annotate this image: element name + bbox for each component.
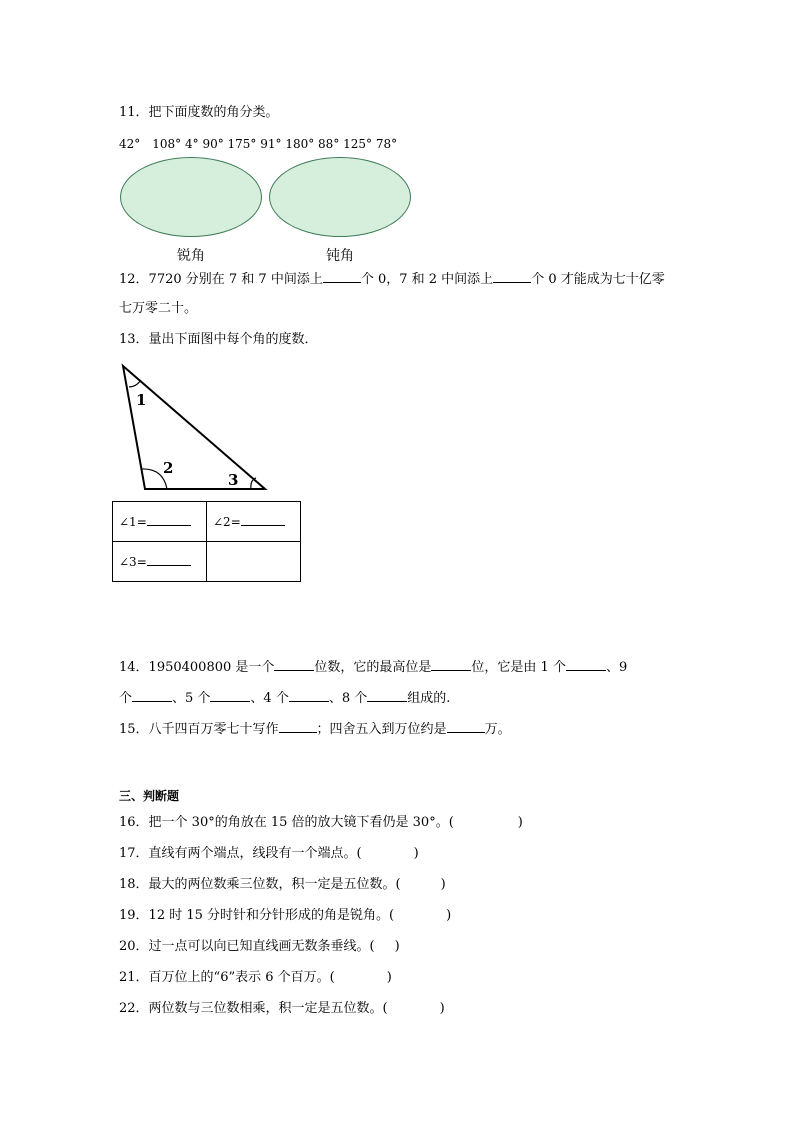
q13-text: 13．量出下面图中每个角的度数． — [119, 332, 318, 347]
q15-line — [119, 720, 511, 738]
q22-text: 22．两位数与三位数相乘，积一定是五位数。( — [119, 1001, 388, 1016]
q14-p3: 位，它是由 1 个 — [471, 660, 566, 675]
q18 — [119, 877, 446, 893]
q14-p1: 14．1950400800 是一个 — [119, 660, 275, 675]
q14-l2a: 个 — [119, 691, 133, 706]
q20-text: 20．过一点可以向已知直线画无数条垂线。( — [119, 939, 375, 954]
angle3-label: ∠3= — [119, 554, 147, 569]
angle1-label: ∠1= — [119, 514, 147, 529]
q19-paren: ) — [446, 908, 452, 923]
acute-label: 锐角 — [177, 248, 205, 264]
empty-cell — [207, 542, 301, 582]
q11-degrees: 42° 108° 4° 90° 175° 91° 180° 88° 125° 78° — [119, 137, 398, 151]
q21-text: 21．百万位上的“6”表示 6 个百万。( — [119, 970, 335, 985]
obtuse-label: 钝角 — [326, 248, 354, 264]
acute-oval — [120, 157, 262, 237]
q14-l2d: 、8 个 — [328, 691, 368, 706]
q14-l2e: 组成的. — [407, 691, 451, 706]
angle1-blank[interactable] — [147, 515, 191, 526]
q14-p4: 、9 — [605, 660, 628, 675]
q12-part1: 12．7720 分别在 7 和 7 中间添上 — [119, 272, 323, 287]
q22-paren: ) — [439, 1001, 445, 1016]
q12-part2: 个 0，7 和 2 中间添上 — [360, 272, 494, 287]
q16-text: 16．把一个 30°的角放在 15 倍的放大镜下看仍是 30°。( — [119, 815, 454, 830]
q17-paren: ) — [413, 846, 419, 861]
angle-label-2: 2 — [163, 459, 174, 477]
angle-label-3: 3 — [228, 471, 239, 489]
angle-answer-table — [112, 501, 301, 582]
angle2-blank[interactable] — [241, 515, 285, 526]
q12-part3: 个 0 才能成为七十亿零 — [531, 272, 665, 287]
q19-text: 19．12 时 15 分时针和分针形成的角是锐角。( — [119, 908, 395, 923]
triangle-figure — [119, 362, 279, 494]
q14-line2 — [119, 689, 450, 707]
section3-title: 三、判断题 — [119, 789, 180, 803]
angle1-cell[interactable] — [113, 502, 207, 542]
q12-blank-1[interactable] — [323, 270, 361, 283]
q21 — [119, 970, 392, 986]
q16-paren: ) — [517, 815, 523, 830]
q19 — [119, 908, 451, 924]
q14-l2c: 、4 个 — [250, 691, 289, 706]
angle2-label: ∠2= — [213, 514, 241, 529]
q14-blank-3[interactable] — [566, 658, 606, 671]
q15-p1: 15．八千四百万零七十写作 — [119, 722, 279, 737]
angle2-cell[interactable] — [207, 502, 301, 542]
q20-paren: ) — [394, 939, 400, 954]
q11-text: 11．把下面度数的角分类。 — [119, 105, 279, 120]
triangle-shape — [123, 366, 265, 489]
angle3-blank[interactable] — [147, 555, 191, 566]
q12-line2: 七万零二十。 — [119, 301, 198, 316]
q14-line1 — [119, 658, 627, 676]
obtuse-oval — [269, 157, 411, 237]
q14-blank-4[interactable] — [132, 689, 172, 702]
q14-blank-2[interactable] — [431, 658, 471, 671]
q15-p3: 万。 — [484, 722, 511, 737]
q15-blank-2[interactable] — [447, 720, 485, 733]
q14-blank-6[interactable] — [289, 689, 329, 702]
q14-l2b: 、5 个 — [172, 691, 211, 706]
q17-text: 17．直线有两个端点，线段有一个端点。( — [119, 846, 362, 861]
q14-blank-1[interactable] — [274, 658, 314, 671]
q18-text: 18．最大的两位数乘三位数，积一定是五位数。( — [119, 877, 401, 892]
q12-line1 — [119, 270, 665, 288]
q11-ovals — [119, 157, 419, 267]
angle3-cell[interactable] — [113, 542, 207, 582]
q14-p2: 位数，它的最高位是 — [314, 660, 432, 675]
q18-paren: ) — [440, 877, 446, 892]
q21-paren: ) — [386, 970, 392, 985]
q12-blank-2[interactable] — [493, 270, 531, 283]
q14-blank-7[interactable] — [367, 689, 407, 702]
q17 — [119, 846, 419, 862]
q16 — [119, 815, 523, 831]
q14-blank-5[interactable] — [210, 689, 250, 702]
q15-blank-1[interactable] — [279, 720, 317, 733]
q15-p2: ；四舍五入到万位约是 — [316, 722, 447, 737]
q22 — [119, 1001, 445, 1017]
q20 — [119, 939, 400, 955]
angle-label-1: 1 — [136, 391, 147, 409]
